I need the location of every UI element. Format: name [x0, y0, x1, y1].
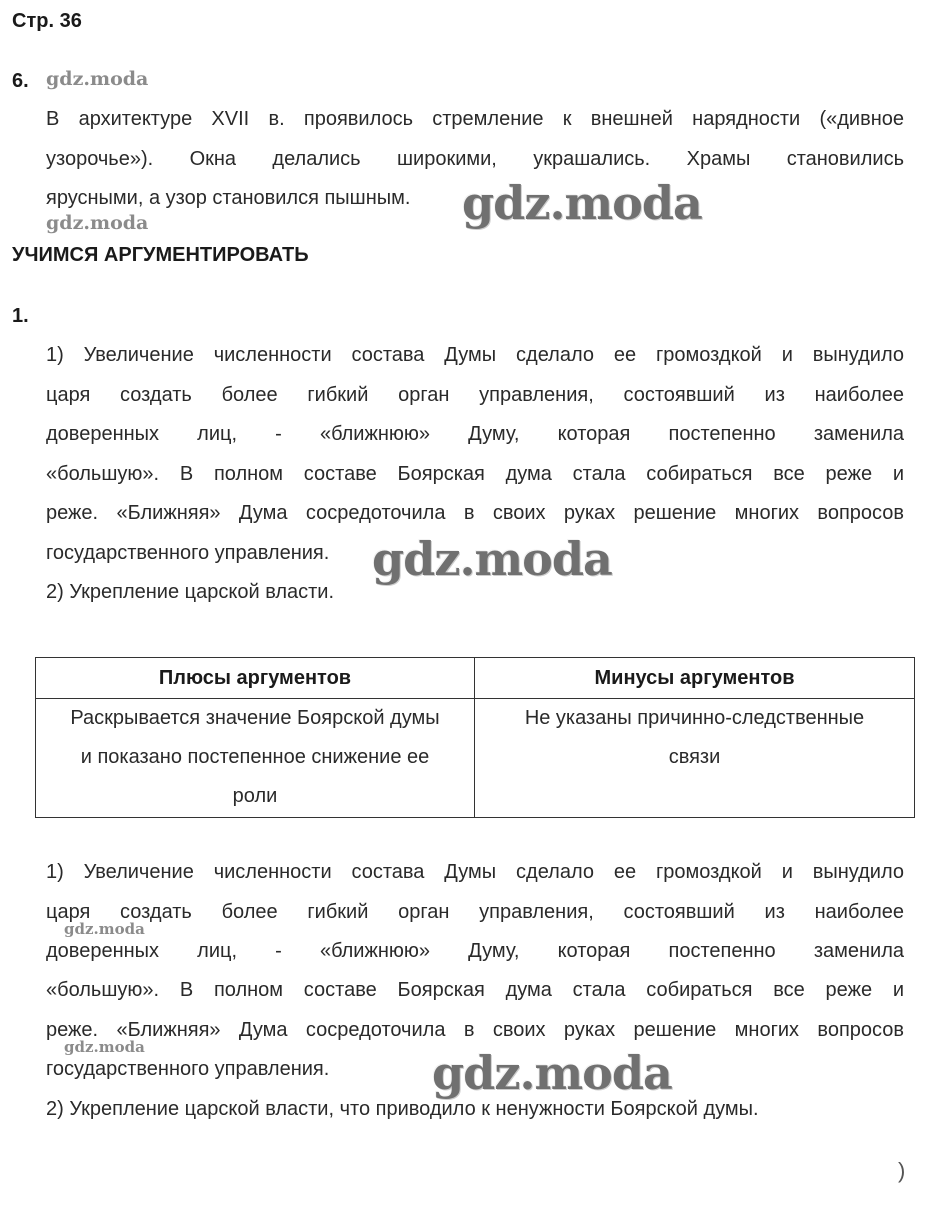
table-row	[36, 699, 915, 818]
table-header-cons: Минусы аргументов	[475, 658, 915, 699]
argument-line-6: государственного управления.	[46, 542, 330, 564]
page-number: Стр. 36	[12, 10, 82, 32]
task-6-number: 6.	[12, 70, 29, 92]
improved-line-4: «большую». В полном составе Боярская дума стала собираться все реже и	[46, 979, 904, 1001]
argument-line-3: доверенных лиц, - «ближнюю» Думу, которая постепенно заменила	[46, 423, 904, 445]
table-header-pros: Плюсы аргументов	[36, 658, 475, 699]
watermark-logo: gdz.moda	[46, 68, 149, 90]
argument-line-5: реже. «Ближняя» Дума сосредоточила в своих руках решение многих вопросов	[46, 502, 904, 524]
task-6-line-3: ярусными, а узор становился пышным.	[46, 187, 411, 209]
table-cell-pros	[36, 699, 475, 818]
table-cell-cons	[475, 699, 915, 818]
cons-text: Не указаны причинно-следственные связи	[524, 707, 865, 768]
task-1-number: 1.	[12, 305, 29, 327]
pros-text: Раскрывается значение Боярской думы и показано постепенное снижение ее роли	[70, 707, 440, 807]
watermark-logo: gdz.moda	[432, 1046, 672, 1100]
arguments-table	[35, 657, 915, 818]
section-heading: УЧИМСЯ АРГУМЕНТИРОВАТЬ	[12, 244, 309, 266]
watermark-logo: gdz.moda	[64, 1038, 145, 1056]
argument-line-2: царя создать более гибкий орган управления, состоявший из наиболее	[46, 384, 904, 406]
table-header-row	[36, 658, 915, 699]
watermark-logo: gdz.moda	[46, 212, 149, 234]
task-6-line-2: узорочье»). Окна делались широкими, украшались. Храмы становились	[46, 148, 904, 170]
task-6-line-1: В архитектуре XVII в. проявилось стремление к внешней нарядности («дивное	[46, 108, 904, 130]
improved-point-2: 2) Укрепление царской власти, что приводило к ненужности Боярской думы.	[46, 1098, 759, 1120]
improved-line-5: реже. «Ближняя» Дума сосредоточила в своих руках решение многих вопросов	[46, 1019, 904, 1041]
watermark-logo: gdz.moda	[372, 532, 612, 586]
improved-line-3: доверенных лиц, - «ближнюю» Думу, которая постепенно заменила	[46, 940, 904, 962]
argument-line-4: «большую». В полном составе Боярская дума стала собираться все реже и	[46, 463, 904, 485]
watermark-logo: gdz.moda	[462, 176, 702, 230]
argument-line-1: 1) Увеличение численности состава Думы сделало ее громоздкой и вынудило	[46, 344, 904, 366]
scan-mark: )	[898, 1158, 906, 1183]
watermark-logo: gdz.moda	[64, 920, 145, 938]
improved-line-2: царя создать более гибкий орган управления, состоявший из наиболее	[46, 901, 904, 923]
improved-line-1: 1) Увеличение численности состава Думы сделало ее громоздкой и вынудило	[46, 861, 904, 883]
argument-point-2: 2) Укрепление царской власти.	[46, 581, 335, 603]
improved-line-6: государственного управления.	[46, 1058, 330, 1080]
